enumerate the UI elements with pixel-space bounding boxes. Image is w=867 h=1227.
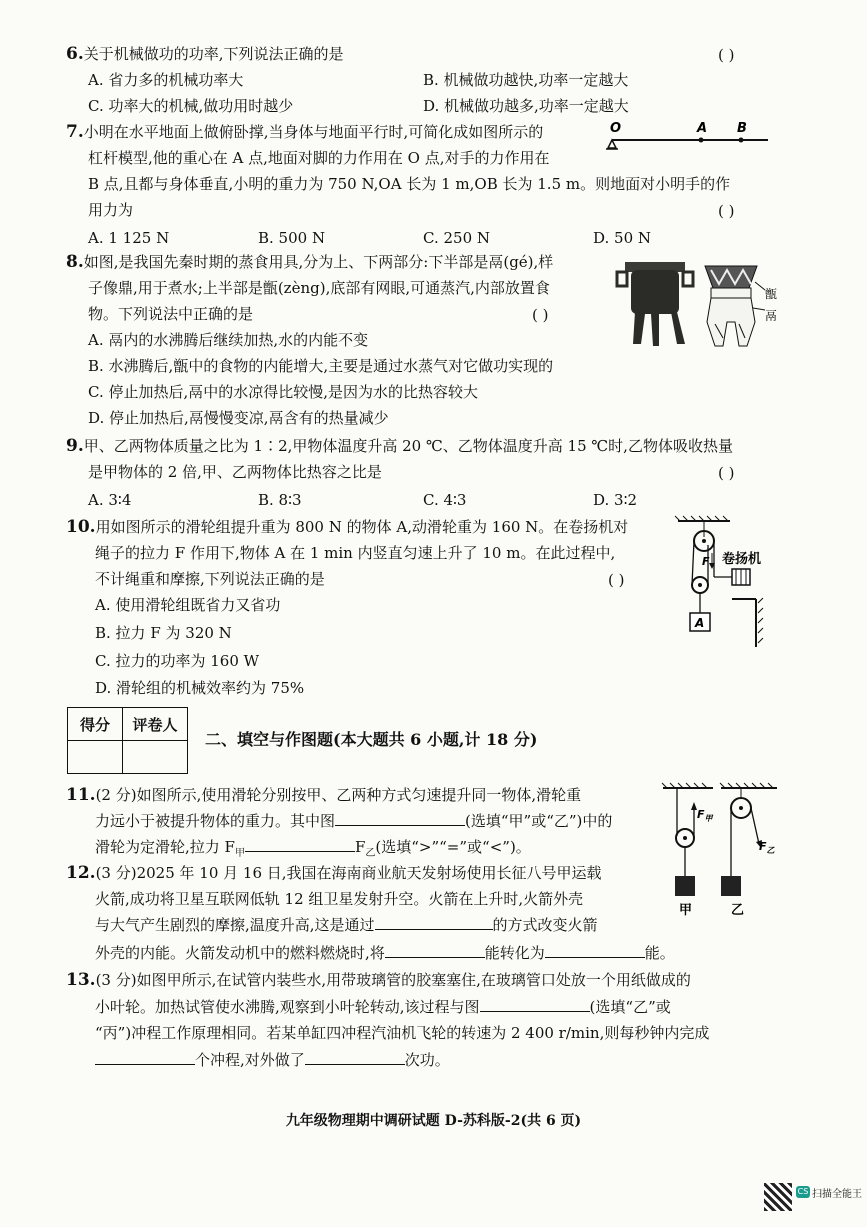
force-label-f-jia: $F_甲$ <box>697 808 713 823</box>
q9-option-c: C. 4∶3 <box>423 491 467 509</box>
q11-line3: 滑轮为定滑轮,拉力 $F_甲$ $F_乙$(选填“>”“=”或“<”)。 <box>95 838 531 859</box>
q8-option-d: D. 停止加热后,鬲慢慢变凉,鬲含有的热量减少 <box>88 409 389 427</box>
q6-option-d: D. 机械做功越多,功率一定越大 <box>423 97 629 115</box>
q8-answer-paren: ( ) <box>532 306 549 324</box>
q12-line2: 火箭,成功将卫星互联网低轨 12 组卫星发射升空。火箭在上升时,火箭外壳 <box>95 890 584 908</box>
lever-diagram <box>606 118 771 154</box>
q10-line1: 10.用如图所示的滑轮组提升重为 800 N 的物体 A,动滑轮重为 160 N。在卷扬机对 <box>66 517 629 537</box>
q9-option-b: B. 8∶3 <box>258 491 302 509</box>
q11-line1: 11.(2 分)如图所示,使用滑轮分别按甲、乙两种方式匀速提升同一物体,滑轮重 <box>66 785 582 805</box>
q13-line4: 个冲程,对外做了 次功。 <box>95 1050 450 1070</box>
pulley-winch-figure <box>670 515 780 650</box>
q13-blank-2[interactable] <box>95 1050 195 1065</box>
q12-blank-1[interactable] <box>375 915 493 930</box>
steamer-figure <box>615 252 785 352</box>
q6-option-b: B. 机械做功越快,功率一定越大 <box>423 71 629 89</box>
q8-option-b: B. 水沸腾后,甑中的食物的内能增大,主要是通过水蒸气对它做功实现的 <box>88 357 554 375</box>
q12-blank-3[interactable] <box>545 943 645 958</box>
q8-option-c: C. 停止加热后,鬲中的水凉得比较慢,是因为水的比热容较大 <box>88 383 479 401</box>
q9-answer-paren: ( ) <box>718 464 735 482</box>
section2-title: 二、填空与作图题(本大题共 6 小题,计 18 分) <box>205 730 538 749</box>
q6-answer-paren: ( ) <box>718 46 735 64</box>
q8-option-a: A. 鬲内的水沸腾后继续加热,水的内能不变 <box>88 331 369 349</box>
q9-option-a: A. 3∶4 <box>88 491 132 509</box>
q7-line2: 杠杆模型,他的重心在 A 点,地面对脚的力作用在 O 点,对手的力作用在 <box>88 149 550 167</box>
grader-label: 评卷人 <box>123 708 188 741</box>
q12-blank-2[interactable] <box>385 943 485 958</box>
lever-label-o: O <box>610 121 622 136</box>
q9-option-d: D. 3∶2 <box>593 491 638 509</box>
q10-answer-paren: ( ) <box>608 571 625 589</box>
q9-line2: 是甲物体的 2 倍,甲、乙两物体比热容之比是 <box>88 463 382 481</box>
label-yi: 乙 <box>731 903 745 918</box>
lever-label-a: A <box>697 121 708 136</box>
q13-line1: 13.(3 分)如图甲所示,在试管内装些水,用带玻璃管的胶塞塞住,在玻璃管口处放一个用纸做成的 <box>66 970 691 990</box>
q8-line3: 物。下列说法中正确的是 <box>88 305 254 323</box>
q7-option-a: A. 1 125 N <box>88 229 170 247</box>
q10-option-a: A. 使用滑轮组既省力又省功 <box>95 596 281 614</box>
q7-answer-paren: ( ) <box>718 202 735 220</box>
force-label-f: F <box>702 555 710 568</box>
q10-line3: 不计绳重和摩擦,下列说法正确的是 <box>95 570 325 588</box>
score-box[interactable] <box>68 741 123 774</box>
q9-line1: 9.甲、乙两物体质量之比为 1∶2,甲物体温度升高 20 ℃、乙物体温度升高 15 ℃时,乙物体吸收热量 <box>66 436 733 456</box>
q7-option-c: C. 250 N <box>423 229 491 247</box>
q7-option-b: B. 500 N <box>258 229 326 247</box>
q12-line4: 外壳的内能。火箭发动机中的燃料燃烧时,将 能转化为 能。 <box>95 944 675 962</box>
q6-option-c: C. 功率大的机械,做功用时越少 <box>88 97 294 115</box>
q10-option-b: B. 拉力 F 为 320 N <box>95 624 232 642</box>
label-zeng: 甑 <box>765 287 778 301</box>
pulley-jia-yi-figure <box>655 780 790 920</box>
q10-option-c: C. 拉力的功率为 160 W <box>95 652 260 670</box>
q8-line1: 8.如图,是我国先秦时期的蒸食用具,分为上、下两部分:下半部是鬲(gé),样 <box>66 252 554 272</box>
label-jia: 甲 <box>679 903 693 918</box>
q11-blank-1[interactable] <box>335 811 465 826</box>
q13-line2: 小叶轮。加热试管使水沸腾,观察到小叶轮转动,该过程与图 (选填“乙”或 <box>95 998 671 1016</box>
q12-line1: 12.(3 分)2025 年 10 月 16 日,我国在海南商业航天发射场使用长征八号甲运载 <box>66 863 602 883</box>
q7-option-d: D. 50 N <box>593 229 652 247</box>
q13-line3: “丙”)冲程工作原理相同。若某单缸四冲程汽油机飞轮的转速为 2 400 r/min,则每秒钟内完成 <box>95 1024 710 1042</box>
label-li: 鬲 <box>765 309 778 323</box>
lever-label-b: B <box>737 121 747 136</box>
q11-line2: 力远小于被提升物体的重力。其中图 (选填“甲”或“乙”)中的 <box>95 812 613 830</box>
q7-line1: 7.小明在水平地面上做俯卧撑,当身体与地面平行时,可简化成如图所示的 <box>66 122 544 142</box>
q13-blank-3[interactable] <box>305 1050 405 1065</box>
watermark-text: 扫描全能王 <box>812 1189 862 1200</box>
q13-blank-1[interactable] <box>480 997 590 1012</box>
q6-option-a: A. 省力多的机械功率大 <box>88 71 244 89</box>
q11-blank-2[interactable] <box>245 837 355 852</box>
page-footer: 九年级物理期中调研试题 D-苏科版-2(共 6 页) <box>285 1113 582 1129</box>
score-table <box>67 707 188 774</box>
cs-logo-icon: CS <box>797 1187 809 1196</box>
q7-line3: B 点,且都与身体垂直,小明的重力为 750 N,OA 长为 1 m,OB 长为 1.5 m。则地面对小明手的作 <box>88 175 731 193</box>
score-label: 得分 <box>68 708 123 741</box>
q8-line2: 子像鼎,用于煮水;上半部是甑(zèng),底部有网眼,可通蒸汽,内部放置食 <box>88 279 550 297</box>
q6-stem: 6.关于机械做功的功率,下列说法正确的是 <box>66 44 344 64</box>
block-label-a: A <box>695 616 705 630</box>
winch-label: 卷扬机 <box>722 552 762 567</box>
q7-line4: 用力为 <box>88 201 134 219</box>
q12-line3: 与大气产生剧烈的摩擦,温度升高,这是通过 的方式改变火箭 <box>95 916 598 934</box>
force-label-f-yi: $F_乙$ <box>759 840 775 855</box>
q10-option-d: D. 滑轮组的机械效率约为 75% <box>95 679 305 697</box>
q10-line2: 绳子的拉力 F 作用下,物体 A 在 1 min 内竖直匀速上升了 10 m。在此过程中, <box>95 544 616 562</box>
grader-box[interactable] <box>123 741 188 774</box>
qr-code-icon <box>764 1183 792 1211</box>
